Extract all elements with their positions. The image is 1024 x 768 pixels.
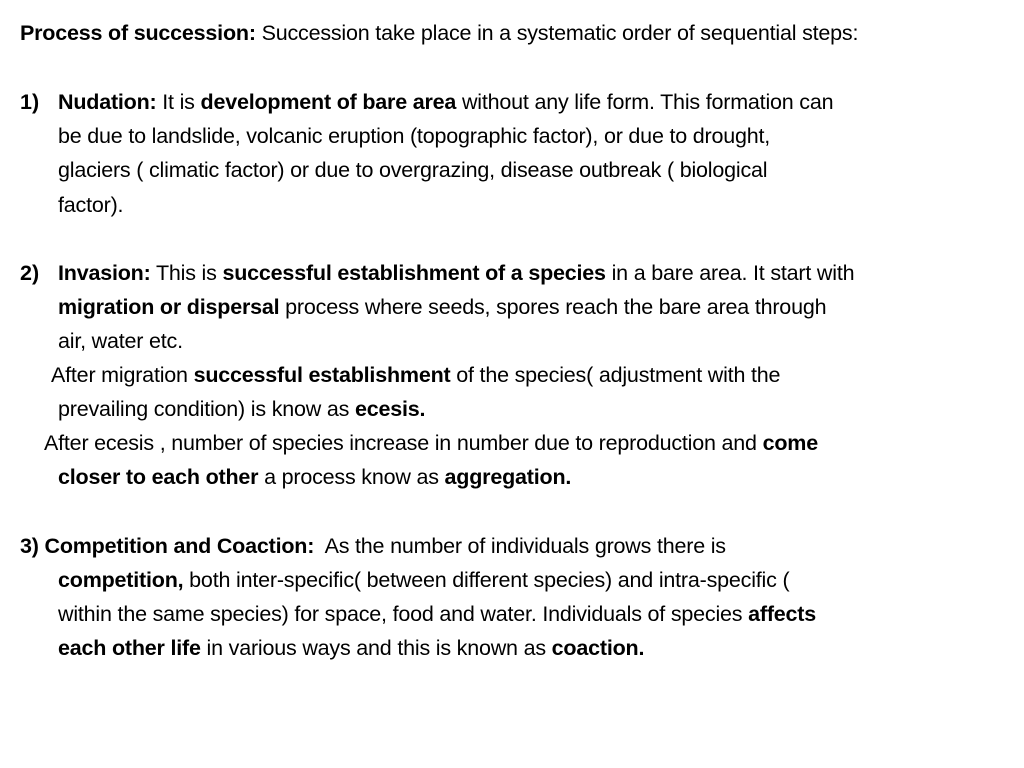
section2-text: After migration	[51, 363, 194, 387]
heading-label: Process of succession:	[20, 21, 256, 45]
section1-text: It is	[156, 90, 201, 114]
section2-line4	[51, 362, 780, 388]
section2-text: prevailing condition) is know as	[58, 397, 355, 421]
section1-number: 1)	[20, 90, 40, 114]
section1-title: Nudation:	[58, 90, 157, 114]
section2-text: process where seeds, spores reach the bare area through	[279, 295, 827, 319]
heading-text: Succession take place in a systematic order of sequential steps:	[255, 21, 859, 45]
section2-number: 2)	[20, 261, 40, 285]
section2-text: a process know as	[258, 465, 445, 489]
section3-text: within the same species) for space, food and water. Individuals of species	[58, 602, 749, 626]
section3-text: in various ways and this is known as	[200, 636, 552, 660]
section2-emphasis: successful establishment	[193, 363, 451, 387]
section2-emphasis: successful establishment of a species	[222, 261, 606, 285]
heading-line	[20, 20, 858, 46]
section3-emphasis: coaction.	[551, 636, 645, 660]
section1-line4: factor).	[58, 193, 124, 217]
section2-line3: air, water etc.	[58, 329, 183, 353]
section2-emphasis: ecesis.	[354, 397, 426, 421]
section3-emphasis: affects	[748, 602, 817, 626]
section2-emphasis: come	[762, 431, 818, 455]
section3-title: 3) Competition and Coaction:	[20, 534, 315, 558]
section3-emphasis: competition,	[58, 568, 184, 592]
section2-text: in a bare area. It start with	[605, 261, 855, 285]
section2-title: Invasion:	[58, 261, 151, 285]
section2-line6	[44, 430, 818, 456]
section3-line3	[58, 601, 816, 627]
section1-text: without any life form. This formation can	[456, 90, 834, 114]
section2-emphasis: closer to each other	[58, 465, 259, 489]
section2-text: After ecesis , number of species increase in number due to reproduction and	[44, 431, 763, 455]
section2-line7	[58, 464, 571, 490]
section3-line2	[58, 567, 789, 593]
section2-text: This is	[150, 261, 223, 285]
section1-line1	[58, 89, 833, 115]
section1-line2: be due to landslide, volcanic eruption (topographic factor), or due to drought,	[58, 124, 771, 148]
section2-line5	[58, 396, 425, 422]
section2-line2	[58, 294, 826, 320]
section2-emphasis: migration or dispersal	[58, 295, 280, 319]
section1-line3: glaciers ( climatic factor) or due to overgrazing, disease outbreak ( biological	[58, 158, 768, 182]
section2-text: of the species( adjustment with the	[450, 363, 781, 387]
section3-text: As the number of individuals grows there is	[314, 534, 726, 558]
section3-line4	[58, 635, 644, 661]
section1-emphasis: development of bare area	[200, 90, 457, 114]
section3-emphasis: each other life	[58, 636, 201, 660]
section3-line1	[20, 533, 726, 559]
section3-text: both inter-specific( between different species) and intra-specific (	[183, 568, 790, 592]
section2-line1	[58, 260, 854, 286]
section2-emphasis: aggregation.	[444, 465, 572, 489]
